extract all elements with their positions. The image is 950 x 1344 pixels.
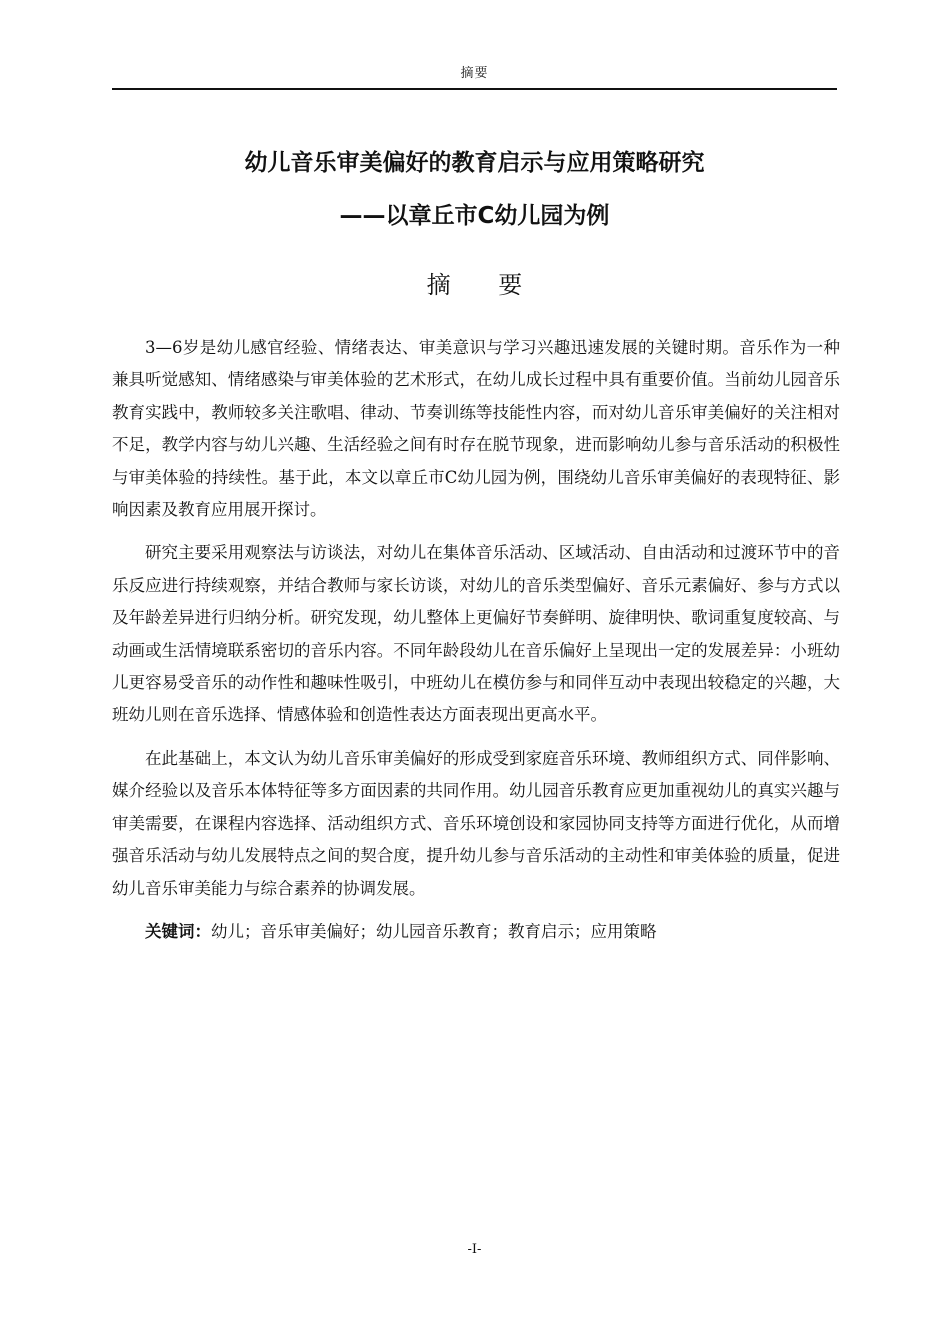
keywords-label: 关键词： — [145, 921, 211, 941]
abstract-body — [112, 332, 840, 948]
page-number: -I- — [467, 1242, 482, 1257]
abstract-paragraph-1: 3—6岁是幼儿感官经验、情绪表达、审美意识与学习兴趣迅速发展的关键时期。音乐作为一种兼具听觉感知、情绪感染与审美体验的艺术形式，在幼儿成长过程中具有重要价值。当前幼儿园音乐教育实践中，教师较多关注歌唱、律动、节奏训练等技能性内容，而对幼儿音乐审美偏好的关注相对不足，教学内容与幼儿兴趣、生活经验之间有时存在脱节现象，进而影响幼儿参与音乐活动的积极性与审美体验的持续性。基于此，本文以章丘市C幼儿园为例，围绕幼儿音乐审美偏好的表现特征、影响因素及教育应用展开探讨。 — [112, 338, 840, 520]
abstract-paragraph-3: 在此基础上，本文认为幼儿音乐审美偏好的形成受到家庭音乐环境、教师组织方式、同伴影响、媒介经验以及音乐本体特征等多方面因素的共同作用。幼儿园音乐教育应更加重视幼儿的真实兴趣与审美需要，在课程内容选择、活动组织方式、音乐环境创设和家园协同支持等方面进行优化，从而增强音乐活动与幼儿发展特点之间的契合度，提升幼儿参与音乐活动的主动性和审美体验的质量，促进幼儿音乐审美能力与综合素养的协调发展。 — [112, 748, 840, 898]
abstract-heading: 摘 要 — [426, 271, 543, 299]
keywords-list: 幼儿；音乐审美偏好；幼儿园音乐教育；教育启示；应用策略 — [211, 921, 657, 941]
keywords-line — [112, 916, 840, 948]
thesis-title: 幼儿音乐审美偏好的教育启示与应用策略研究 — [244, 150, 705, 176]
header-rule — [112, 88, 837, 90]
running-header: 摘要 — [460, 66, 489, 81]
thesis-subtitle: ——以章丘市C幼儿园为例 — [339, 203, 610, 229]
abstract-paragraph-2: 研究主要采用观察法与访谈法，对幼儿在集体音乐活动、区域活动、自由活动和过渡环节中的音乐反应进行持续观察，并结合教师与家长访谈，对幼儿的音乐类型偏好、音乐元素偏好、参与方式以及年龄差异进行归纳分析。研究发现，幼儿整体上更偏好节奏鲜明、旋律明快、歌词重复度较高、与动画或生活情境联系密切的音乐内容。不同年龄段幼儿在音乐偏好上呈现出一定的发展差异：小班幼儿更容易受音乐的动作性和趣味性吸引，中班幼儿在模仿参与和同伴互动中表现出较稳定的兴趣，大班幼儿则在音乐选择、情感体验和创造性表达方面表现出更高水平。 — [112, 543, 840, 725]
